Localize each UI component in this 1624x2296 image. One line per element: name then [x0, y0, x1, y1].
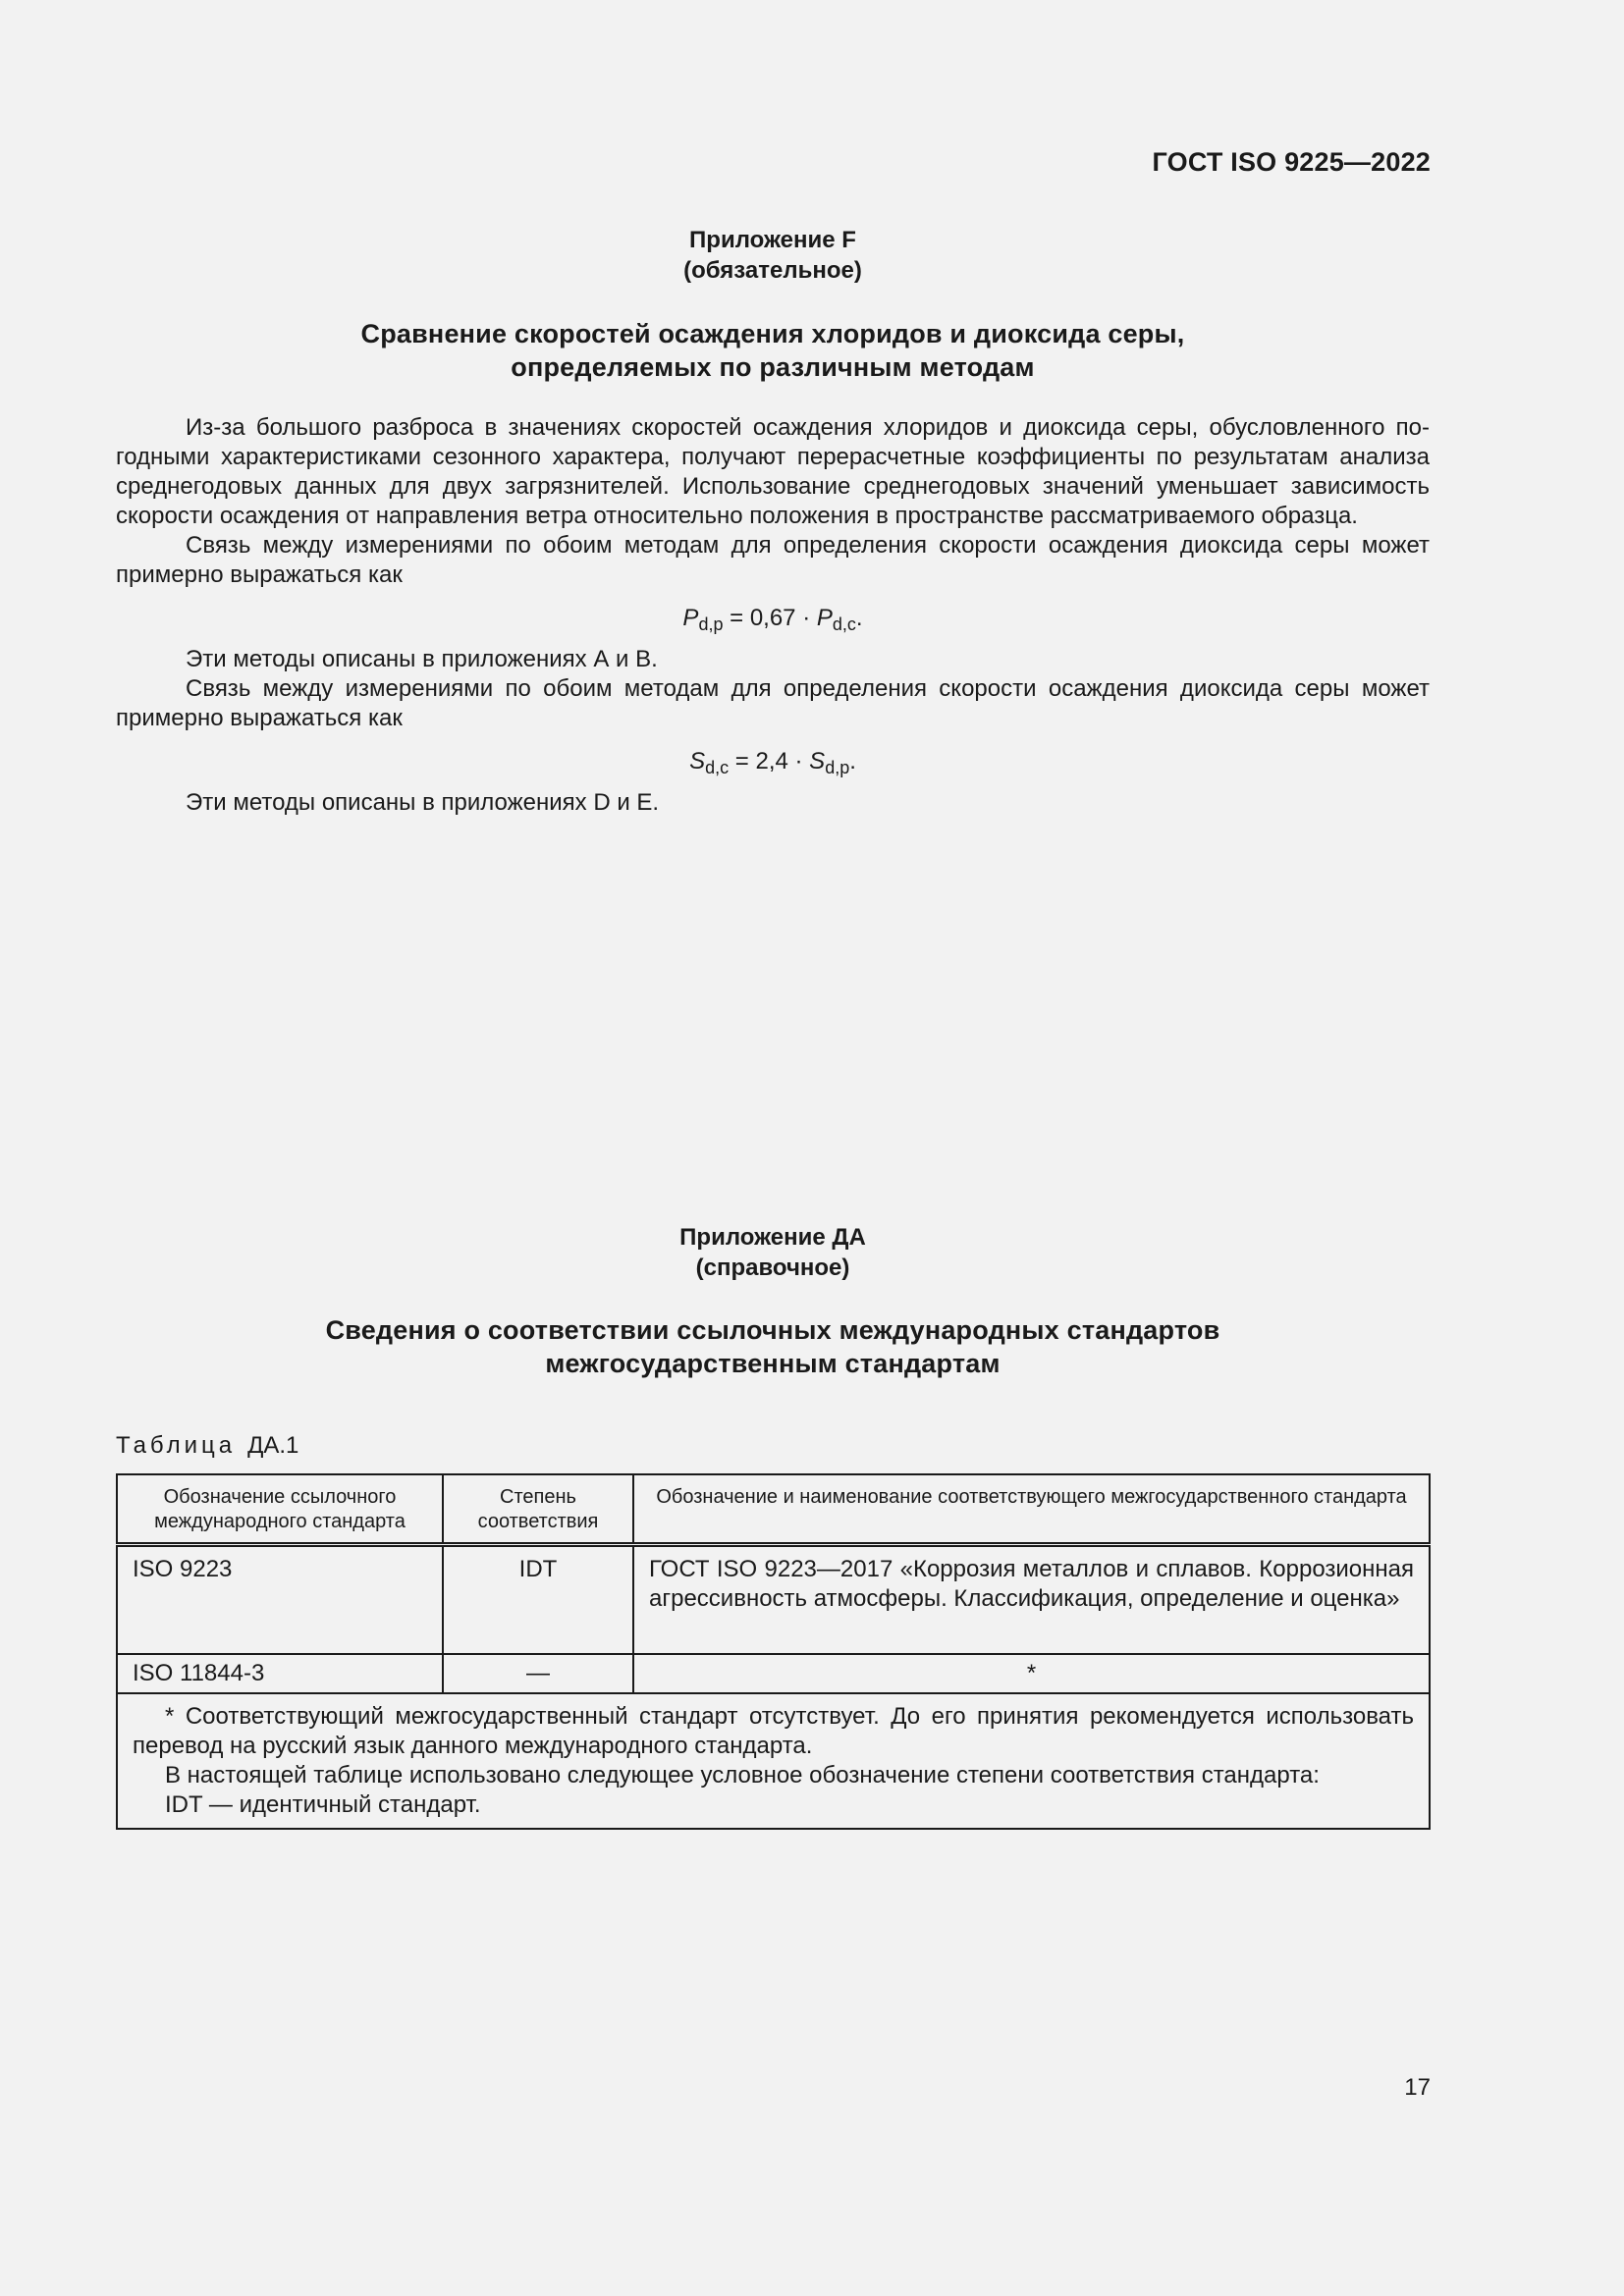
paragraph-4: Связь между измерениями по обоим методам для определения скорости осаждения диоксида серы может примерно выражаться как [116, 675, 1430, 731]
cell-standard-name: ГОСТ ISO 9223—2017 «Коррозия металлов и сплавов. Коррозионная агрессивность атмосферы. Классификация, определение и оценка» [633, 1545, 1430, 1655]
annex-f-title-line2: определяемых по различным методам [511, 352, 1035, 382]
note-line-2: В настоящей таблице использовано следующее условное обозначение степени соответствия стандарта: [165, 1762, 1320, 1789]
table-note [117, 1693, 1430, 1829]
annex-da-status: (справочное) [695, 1255, 850, 1281]
note-line-1: * Соответствующий межгосударственный стандарт отсутствует. До его принятия рекомендуется использовать перевод на русский язык данного международного стандарта. [133, 1703, 1414, 1759]
paragraph-2: Связь между измерениями по обоим методам для определения скорости осаждения диоксида серы может примерно выражаться как [116, 532, 1430, 588]
table-note-row [117, 1693, 1430, 1829]
table-header-row [117, 1474, 1430, 1545]
table-caption: Таблица ДА.1 [116, 1432, 299, 1459]
cell-reference: ISO 11844-3 [117, 1654, 443, 1693]
document-code-header: ГОСТ ISO 9225—2022 [1152, 147, 1431, 177]
formula-chloride: $S_{d,c} = 2,4 \cdot S_{d,p}$. [689, 748, 856, 777]
paragraph-5: Эти методы описаны в приложениях D и Е. [186, 789, 660, 816]
correspondence-table [116, 1473, 1431, 1830]
cell-reference: ISO 9223 [117, 1545, 443, 1655]
annex-f-title-line1: Сравнение скоростей осаждения хлоридов и диоксида серы, [360, 319, 1185, 348]
cell-standard-name: * [633, 1654, 1430, 1693]
annex-da-label: Приложение ДА [679, 1224, 866, 1251]
annex-f-status: (обязательное) [683, 257, 862, 284]
annex-da-title-line2: межгосударственным стандартам [545, 1349, 1001, 1378]
column-header-name: Обозначение и наименование соответствующего межгосударственного стандарта [633, 1474, 1430, 1545]
column-header-reference: Обозначение ссылочного международного стандарта [117, 1474, 443, 1545]
paragraph-1: Из-за большого разброса в значениях скоростей осаждения хлоридов и диоксида серы, обусловленного погодными характеристиками сезонного характера, получают перерасчетные коэффициенты по результатам анализа среднегодовых данных для двух загрязнителей. Использование среднегодовых значений уменьшает зависимость скорости осаждения от направления ветра относительно положения в пространстве рассматриваемого образца. [116, 414, 1430, 529]
column-header-degree: Степень соответствия [443, 1474, 633, 1545]
annex-da-heading [116, 1222, 1430, 1283]
cell-degree: — [443, 1654, 633, 1693]
paragraph-3: Эти методы описаны в приложениях А и В. [186, 646, 658, 672]
annex-f-title [116, 317, 1430, 384]
table-row [117, 1545, 1430, 1655]
annex-da-title [116, 1313, 1430, 1380]
annex-f-heading [116, 225, 1430, 286]
table-row [117, 1654, 1430, 1693]
annex-da-title-line1: Сведения о соответствии ссылочных международных стандартов [325, 1315, 1220, 1345]
annex-f-body [116, 413, 1430, 818]
formula-sulfur-dioxide: $P_{d,p} = 0,67 \cdot P_{d,c}$. [682, 605, 863, 634]
note-line-3: IDT — идентичный стандарт. [165, 1791, 481, 1818]
cell-degree: IDT [443, 1545, 633, 1655]
page-number: 17 [1404, 2074, 1431, 2101]
annex-f-label: Приложение F [689, 227, 856, 253]
